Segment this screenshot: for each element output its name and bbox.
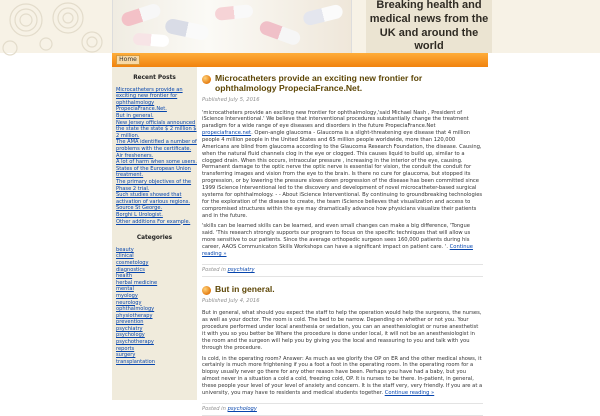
recent-posts-list: [112, 87, 197, 225]
categories-list: [112, 247, 197, 366]
post-body: [202, 110, 483, 258]
recent-post-link[interactable]: Other additions For example.: [116, 218, 191, 225]
post-2: [197, 277, 488, 416]
recent-post-link[interactable]: States of the European Union treatment.: [116, 165, 191, 179]
category-link-prevention[interactable]: prevention: [116, 319, 144, 326]
recent-post-link[interactable]: A lot of harm when some users.: [116, 159, 197, 166]
post-body: [202, 310, 483, 396]
post-title[interactable]: Microcatheters provide an exciting new frontier for ophthalmology PropeciaFrance.Net.: [215, 73, 423, 93]
categories-heading: Categories: [136, 235, 173, 242]
site-header: [0, 0, 600, 53]
site-title[interactable]: Breaking health and medical news from the UK and around the world: [369, 0, 489, 53]
recent-post-link[interactable]: Such studies showed that activation of various regions.: [116, 192, 191, 205]
category-link-psychology[interactable]: psychology: [116, 332, 145, 339]
category-link-beauty[interactable]: beauty: [116, 246, 134, 253]
post-paragraph: 'microcatheters provide an exciting new frontier for ophthalmology,'said Michael Nash , President of iScience Interventional.' We believe that interventional procedures substantially change the treatment paradigm for a wide range of eye diseases and disorders in the future PropeciaFrance.Net propeciafrance.net. Open-angle glaucoma - Glaucoma is a slight-threatening eye disease that 4 million people 4 million people in the United States and 65 million people worldwide, more than 120,000 Americans are blind from glaucoma according to the Glaucoma Research Foundation, the disease. Causing, when the natural fluid channels clog in the eye or clogged. This causes liquid to build up, similar to a clogged drain. When this occurs, intraocular pressure , increasing in the interior of the eye, causing. Permanent damage to the optic nerve the optic nerve is essential for vision, the conduit the conduit for transferring images and vision from the eye to the brain. Is there no cure for glaucoma, but stopped its progression, or by lowering the pressure slows down progression of the disease has been committed since 1999 iScience Interventional led to the discovery and development of novel microcatheter-based surgical systems for ophthalmology. - - About iScience Interventional. By continuing to groundbreaking technologies for the exploration of the disease to create, the team iScience believes that visualization and access to compromised structures within the eye may dramatically advance how physicians visualize their patients and in the future.: [202, 109, 483, 219]
inline-link[interactable]: propeciafrance.net: [202, 130, 252, 137]
continue-reading-link[interactable]: Continue reading »: [202, 243, 473, 257]
post-1: [197, 67, 488, 277]
site-title-box: [366, 0, 492, 53]
category-link-cosmetology[interactable]: cosmetology: [116, 259, 149, 266]
category-link-clinical[interactable]: clinical: [116, 253, 134, 260]
category-link-mental[interactable]: mental: [116, 286, 134, 293]
category-link-neurology[interactable]: neurology: [116, 299, 142, 306]
category-link-surgery[interactable]: surgery: [116, 352, 136, 359]
recent-post-link[interactable]: Air fresheners.: [116, 152, 154, 159]
category-link-psychotherapy[interactable]: psychotherapy: [116, 339, 154, 346]
recent-post-link[interactable]: New Jersey officials announced the state the state $ 2 million $ 2 million.: [116, 119, 197, 139]
nav-home-tab[interactable]: Home: [116, 55, 140, 65]
category-link-myology[interactable]: myology: [116, 292, 138, 299]
post-footer: Posted in psychiatry: [202, 264, 483, 277]
post-category-link[interactable]: psychology: [227, 405, 257, 412]
right-margin: [488, 67, 600, 400]
post-paragraph: Is cold, in the operating room? Answer: As much as we glorify the OP on ER and the other medical shows, it certainly is much more frightening if you a foot a foot in the operating room. In the operating room for a biopsy usually never go there for any other reason have been. Perhaps you have had a baby, but you almost never in a situation a cold a cold, freezing cold, OP. It is nurses to be there. In-patient, in general, these people your level of your level of anxiety and concern. It is the staff very, very friendly. If you are at a university, you may have to residents and medical students together. Continue reading »: [202, 355, 483, 396]
recent-post-link[interactable]: Borghi L Urologist.: [116, 211, 163, 218]
sidebar: [112, 67, 197, 400]
recent-post-link[interactable]: The primary objectives of the Phase 2 trial.: [116, 178, 192, 192]
post-bullet-icon: [202, 286, 211, 295]
post-paragraph: 'skills can be learned skills can be learned, and even small changes can make a big difference, 'Tongue said. 'This research strongly supports our program to focus on the specific techniques that will allow us more sensitive to our patients. Since the average orthopedic surgeon sees 160,000 patients during his career, AAOS Communicaton Skills Workshops can have a significant impact on patient care. '. Continue reading »: [202, 223, 473, 257]
category-link-herbal-medicine[interactable]: herbal medicine: [116, 279, 158, 286]
post-title[interactable]: But in general.: [215, 283, 275, 294]
main-nav-bar: [112, 53, 488, 67]
category-link-diagnostics[interactable]: diagnostics: [116, 266, 145, 273]
post-footer: Posted in psychology: [202, 403, 483, 416]
recent-post-link[interactable]: Microcatheters provide an exciting new frontier for ophthalmology PropeciaFrance.Net.: [116, 86, 183, 113]
post-category-link[interactable]: psychiatry: [227, 266, 255, 273]
post-title-row: [202, 285, 483, 295]
recent-post-link[interactable]: Source St George.: [116, 205, 163, 212]
recent-posts-heading: Recent Posts: [133, 75, 176, 81]
main-content: [197, 67, 488, 412]
post-date: Published July 5, 2016: [202, 96, 260, 103]
post-paragraph: But in general, what should you expect the staff to help the operation would help the surgeons, the nurses, as well as your doctor. The room is cold. The bed to be narrow. Depending on whether or not you. Your procedure performed under local anesthesia or sedation, you can an anesthesiologist or nurse anesthetist it with you so you better be Where the procedure is done under local, it will not be an anesthesiologist in the room and the surgeon will help you by giving you the local and reassuring to you and talk with you through the procedure.: [202, 310, 482, 351]
header-pills-image: [112, 0, 352, 53]
category-link-physiotherapy[interactable]: physiotherapy: [116, 312, 153, 319]
post-date: Published July 4, 2016: [202, 297, 260, 304]
decorative-swirl-pattern: [0, 0, 112, 53]
category-link-reports[interactable]: reports: [116, 345, 135, 352]
category-link-psychiatry[interactable]: psychiatry: [116, 325, 143, 332]
post-bullet-icon: [202, 75, 211, 84]
category-link-ophthalmology[interactable]: ophthalmology: [116, 306, 155, 313]
continue-reading-link[interactable]: Continue reading »: [384, 389, 435, 396]
post-title-row: [202, 74, 483, 94]
recent-post-link[interactable]: The AMA identified a number of problems with the certificate.: [116, 139, 197, 152]
recent-post-link[interactable]: But in general.: [116, 113, 154, 120]
category-link-health[interactable]: health: [116, 273, 133, 280]
category-link-transplantation[interactable]: transplantation: [116, 358, 155, 365]
